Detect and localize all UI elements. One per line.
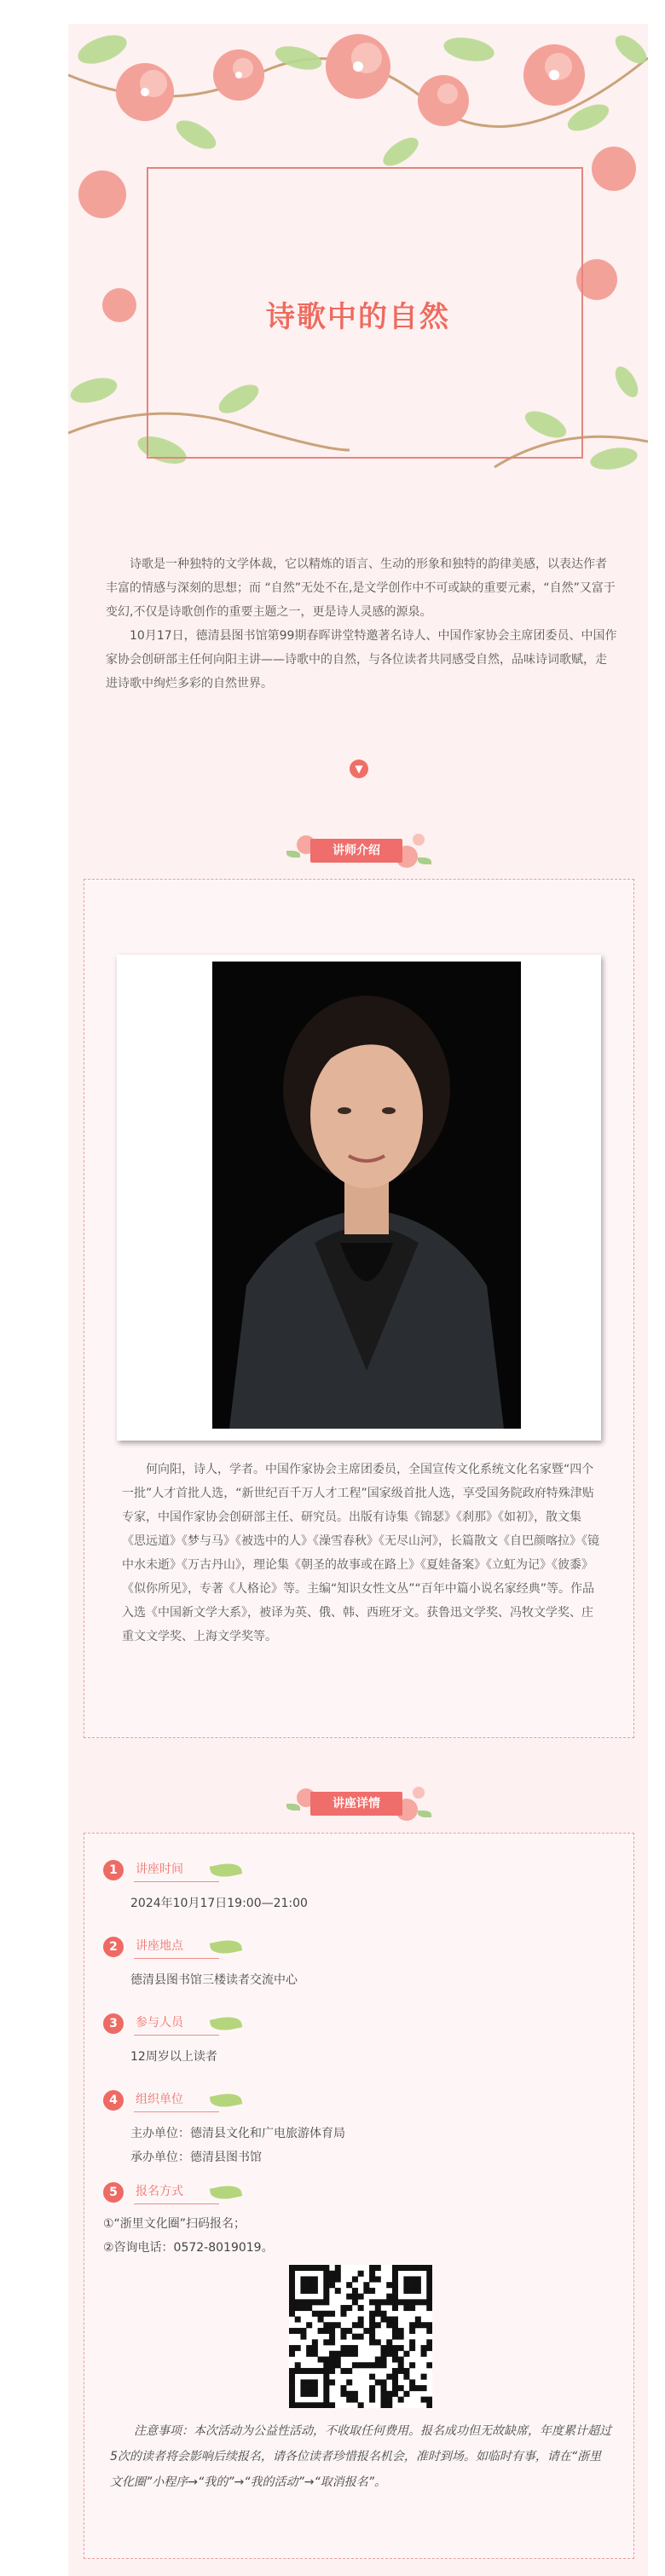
portrait-image	[212, 962, 521, 1429]
bio-paragraph: 何向阳，诗人，学者。中国作家协会主席团委员，全国宣传文化系统文化名家暨“四个一批”人才首批人选，“新世纪百千万人才工程”国家级首批人选，享受国务院政府特殊津贴专家，中国作家协会创研部主任、研究员。出版有诗集《锦瑟》《刹那》《如初》，散文集《思远道》《梦与马》《被选中的人》《澡雪春秋》《无尽山河》，长篇散文《自巴颜喀拉》《镜中水未逝》《万古丹山》，理论集《朝圣的故事或在路上》《夏娃备案》《立虹为记》《彼黍》《似你所见》，专著《人格论》等。主编“知识女性文丛”“百年中篇小说名家经典”等。作品入选《中国新文学大系》，被译为英、俄、韩、西班牙文。获鲁迅文学奖、冯牧文学奖、庄重文文学奖、上海文学奖等。	[122, 1463, 599, 1643]
chevron-down-icon[interactable]: ▼	[350, 760, 368, 778]
item-number: 5	[103, 2182, 124, 2203]
qr-code-image	[289, 2265, 432, 2408]
item-value: 主办单位：德清县文化和广电旅游体育局	[130, 2127, 345, 2140]
item-number: 2	[103, 1937, 124, 1957]
item-label: 组织单位	[136, 2093, 183, 2106]
leaf-icon	[210, 2090, 243, 2110]
item-value: ②咨询电话：0572-8019019。	[103, 2241, 274, 2255]
item-value: ①“浙里文化圈”扫码报名；	[103, 2217, 246, 2231]
section-header-lecturer	[68, 827, 648, 869]
photo-frame	[117, 955, 601, 1441]
notice-text	[110, 2418, 613, 2495]
intro-text	[106, 552, 617, 696]
item-number: 1	[103, 1860, 124, 1880]
lecturer-photo	[212, 962, 521, 1429]
leaf-icon	[210, 2013, 243, 2033]
lecturer-bio	[122, 1458, 599, 1649]
qr-code[interactable]	[289, 2265, 432, 2408]
lecturer-card	[84, 879, 634, 1738]
item-label: 讲座地点	[136, 1939, 183, 1953]
item-value: 德清县图书馆三楼读者交流中心	[130, 1973, 298, 1987]
notice-paragraph: 注意事项：本次活动为公益性活动，不收取任何费用。报名成功但无故缺席，年度累计超过5次的读者将会影响后续报名，请各位读者珍惜报名机会，准时到场。如临时有事，请在“浙里文化圈”小程序→“我的”→“我的活动”→“取消报名”。	[110, 2424, 611, 2489]
item-label: 讲座时间	[136, 1863, 183, 1876]
leaf-icon	[210, 1860, 243, 1880]
item-number: 4	[103, 2090, 124, 2111]
intro-paragraph: 10月17日，德清县图书馆第99期春晖讲堂特邀著名诗人、中国作家协会主席团委员、中国作家协会创研部主任何向阳主讲——诗歌中的自然，与各位读者共同感受自然，品味诗词歌赋，走进诗歌中绚烂多彩的自然世界。	[106, 629, 617, 690]
section-label: 讲座详情	[310, 1792, 402, 1816]
page-title: 诗歌中的自然	[266, 300, 450, 334]
leaf-icon	[210, 1937, 243, 1956]
item-number: 3	[103, 2013, 124, 2034]
leaf-icon	[210, 2182, 243, 2202]
item-value: 承办单位：德清县图书馆	[130, 2151, 262, 2164]
item-value: 12周岁以上读者	[130, 2050, 217, 2064]
item-label: 参与人员	[136, 2016, 183, 2030]
hero-banner	[68, 24, 648, 493]
intro-paragraph: 诗歌是一种独特的文学体裁，它以精炼的语言、生动的形象和独特的韵律美感，以表达作者丰富的情感与深刻的思想；而 “自然”无处不在,是文学创作中不可或缺的重要元素，“自然”又富于变幻,不仅是诗歌创作的重要主题之一，更是诗人灵感的源泉。	[106, 557, 616, 619]
section-label: 讲师介绍	[310, 839, 402, 863]
item-label: 报名方式	[136, 2185, 183, 2198]
item-value: 2024年10月17日19:00—21:00	[130, 1897, 308, 1910]
article-page	[68, 24, 648, 2576]
section-header-details	[68, 1780, 648, 1822]
details-card	[84, 1833, 634, 2559]
